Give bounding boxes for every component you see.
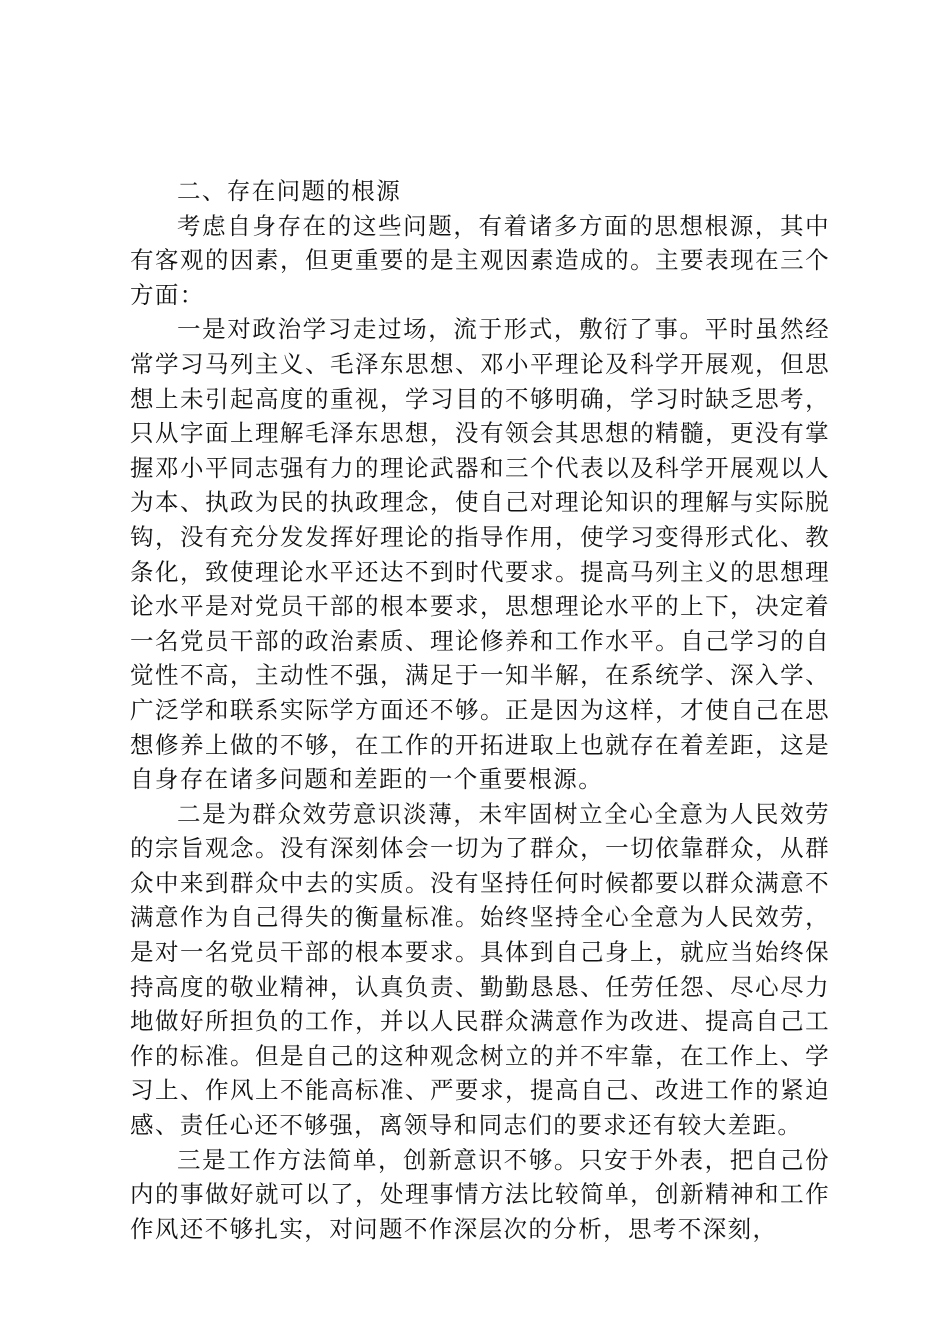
paragraph-point-one: 一是对政治学习走过场，流于形式，敷衍了事。平时虽然经常学习马列主义、毛泽东思想、邓小平理论及科学开展观，但思想上未引起高度的重视，学习目的不够明确，学习时缺乏思考，只从字面上理解毛泽东思想，没有领会其思想的精髓，更没有掌握邓小平同志强有力的理论武器和三个代表以及科学开展观以人为本、执政为民的执政理念，使自己对理论知识的理解与实际脱钩，没有充分发发挥好理论的指导作用，使学习变得形式化、教条化，致使理论水平还达不到时代要求。提高马列主义的思想理论水平是对党员干部的根本要求，思想理论水平的上下，决定着一名党员干部的政治素质、理论修养和工作水平。自己学习的自觉性不高，主动性不强，满足于一知半解，在系统学、深入学、广泛学和联系实际学方面还不够。正是因为这样，才使自己在思想修养上做的不够，在工作的开拓进取上也就存在着差距，这是自身存在诸多问题和差距的一个重要根源。 — [130, 315, 830, 794]
paragraph-intro: 考虑自身存在的这些问题，有着诸多方面的思想根源，其中有客观的因素，但更重要的是主观因素造成的。主要表现在三个方面： — [130, 211, 830, 309]
section-heading: 二、存在问题的根源 — [177, 177, 402, 205]
document-body — [130, 174, 830, 1246]
paragraph-point-two: 二是为群众效劳意识淡薄，未牢固树立全心全意为人民效劳的宗旨观念。没有深刻体会一切为了群众，一切依靠群众，从群众中来到群众中去的实质。没有坚持任何时候都要以群众满意不满意作为自己得失的衡量标准。始终坚持全心全意为人民效劳，是对一名党员干部的根本要求。具体到自己身上，就应当始终保持高度的敬业精神，认真负责、勤勤恳恳、任劳任怨、尽心尽力地做好所担负的工作，并以人民群众满意作为改进、提高自己工作的标准。但是自己的这种观念树立的并不牢靠，在工作上、学习上、作风上不能高标准、严要求，提高自己、改进工作的紧迫感、责任心还不够强，离领导和同志们的要求还有较大差距。 — [130, 799, 830, 1140]
paragraph-point-three: 三是工作方法简单，创新意识不够。只安于外表，把自己份内的事做好就可以了，处理事情方法比较简单，创新精神和工作作风还不够扎实，对问题不作深层次的分析，思考不深刻， — [130, 1145, 830, 1243]
